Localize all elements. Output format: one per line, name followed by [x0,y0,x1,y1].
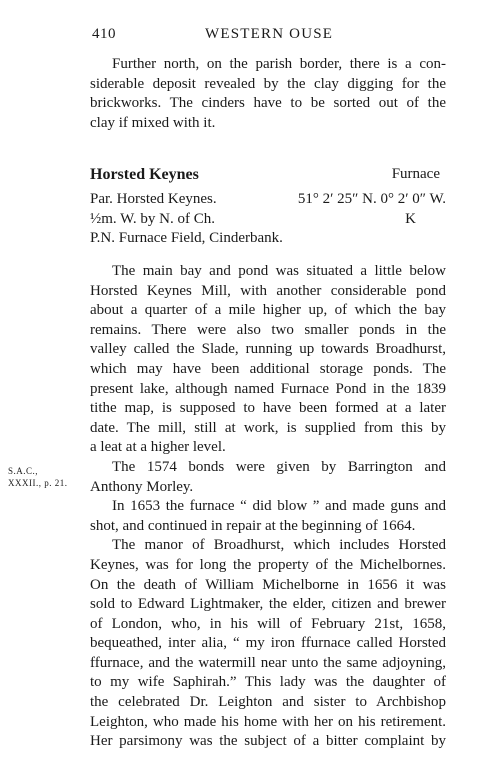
text-line: The main bay and pond was situated a little below [112,263,446,279]
text-line: a leat at a higher level. [90,439,226,456]
text-line: date. The mill, still at work, is supplied from this by [90,419,446,436]
text-line: present lake, although named Furnace Pond in the 1839 [90,380,446,397]
field-names: P.N. Furnace Field, Cinderbank. [90,230,283,247]
text-line: remains. There were also two smaller ponds in the [90,321,446,338]
text-line: the celebrated Dr. Leighton and sister to Archbishop [90,694,446,711]
text-line: shot, and continued in repair at the beginning of 1664. [90,517,416,534]
text-line: valley called the Slade, running up towards Broadhurst, [90,341,446,358]
text-line: In 1653 the furnace “ did blow ” and made guns and [112,498,446,515]
running-title: WESTERN OUSE [205,26,334,42]
text-line: brickworks. The cinders have to be sorted out of the [90,95,446,112]
meta-row-parish [90,190,446,210]
text-line: Horsted Keynes Mill, with another considerable pond [90,282,446,299]
text-line: On the death of William Michelborne in 1656 it was [90,576,446,593]
text-line: Further north, on the parish border, there is a con- [112,56,446,72]
location: ½m. W. by N. of Ch. [90,210,216,227]
entry-heading [90,166,446,188]
meta-row-field [90,229,446,249]
entry-body [90,262,446,752]
text-line: Keynes, was for long the property of the Michelbornes. [90,556,446,573]
text-line: clay if mixed with it. [90,114,216,131]
text-line: tithe map, is supposed to have been formed at a later [90,400,446,417]
text-line: ffurnace, and the watermill near unto the same adjoyning, [90,654,446,671]
text-line: The manor of Broadhurst, which includes Horsted [112,537,446,554]
text-line: The 1574 bonds were given by Barrington and [112,458,446,475]
entry-metadata [90,190,446,249]
text-line: bequeathed, inter alia, “ my iron ffurnace called Horsted [90,635,446,652]
text-line: to my wife Saphirah.” This lady was the daughter of [90,674,446,691]
parish: Par. Horsted Keynes. [90,191,217,207]
margin-note [8,465,68,489]
text-line: sold to Edward Lightmaker, the elder, citizen and brewer [90,596,446,613]
text-line: of London, who, in his will of February 21st, 1658, [90,615,446,632]
entry-type: Furnace [391,166,440,182]
page-header [0,26,500,48]
entry-title: Horsted Keynes [90,166,199,183]
coordinates: 51° 2′ 25″ N. 0° 2′ 0″ W. [297,191,446,207]
text-line: Leighton, who made his home with her on his retirement. [90,713,446,730]
text-line: about a quarter of a mile higher up, of which the bay [90,302,446,319]
text-line: siderable deposit revealed by the clay digging for the [90,75,446,92]
margin-note-source: S.A.C., [8,466,39,476]
intro-paragraph [90,55,446,133]
map-letter: K [405,210,416,227]
page-number: 410 [92,26,116,42]
margin-note-reference: XXXII., p. 21. [8,478,68,488]
text-line: Anthony Morley. [90,478,194,495]
text-line: Her parsimony was the subject of a bitter complaint by [90,733,446,750]
meta-row-location [90,210,446,230]
text-line: which may have been additional storage ponds. The [90,360,446,377]
